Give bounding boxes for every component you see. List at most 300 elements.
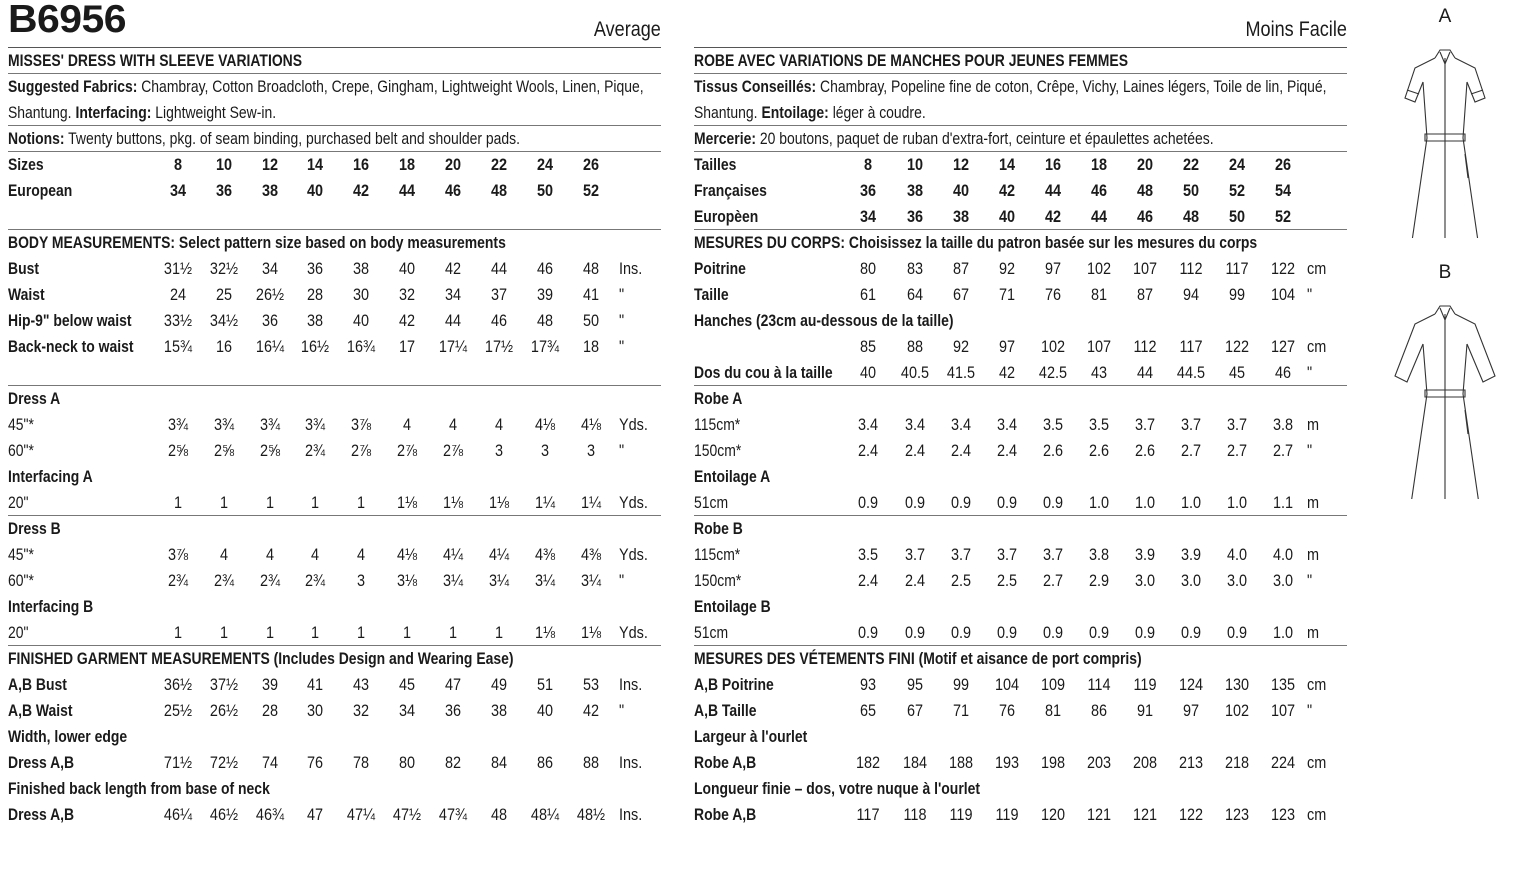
unit-label: " xyxy=(619,337,625,356)
table-cell: 3.7 xyxy=(996,545,1018,564)
dress-a-heading xyxy=(8,386,661,412)
table-cell: 12 xyxy=(261,155,279,174)
table-cell: 1 xyxy=(219,493,229,512)
table-cell: 18 xyxy=(1090,155,1108,174)
table-cell: 99 xyxy=(952,675,970,694)
table-cell: 93 xyxy=(859,675,877,694)
table-row xyxy=(8,282,661,308)
table-row xyxy=(694,568,1347,594)
table-cell: 2.4 xyxy=(904,571,926,590)
table-cell: 67 xyxy=(952,285,970,304)
table-cell: 3¼ xyxy=(442,571,464,590)
title-row-text xyxy=(694,51,1128,71)
table-cell: 1.0 xyxy=(1226,493,1248,512)
table-cell: 43 xyxy=(1090,363,1108,382)
table-cell: 213 xyxy=(1178,753,1204,772)
notions-label: Notions: xyxy=(8,129,65,148)
table-cell: 3.5 xyxy=(1088,415,1110,434)
table-cell: 3¾ xyxy=(259,415,281,434)
table-cell: 3.8 xyxy=(1272,415,1294,434)
table-cell: 50 xyxy=(1228,207,1246,226)
interfacing-a-heading-label: Interfacing A xyxy=(8,467,93,486)
table-cell: 46 xyxy=(444,181,462,200)
hanches-heading xyxy=(694,308,1347,334)
table-cell: 26 xyxy=(582,155,600,174)
table-cell: 87 xyxy=(1136,285,1154,304)
table-cell: 1 xyxy=(310,623,320,642)
table-cell: 31½ xyxy=(163,259,193,278)
table-cell: 47½ xyxy=(392,805,422,824)
table-cell: 50 xyxy=(536,181,554,200)
row-label: Dos du cou à la taille xyxy=(694,363,833,382)
table-cell: 83 xyxy=(906,259,924,278)
table-row xyxy=(694,802,1347,828)
french-header xyxy=(694,0,1347,48)
dress-b-drawing xyxy=(1385,284,1505,499)
english-column xyxy=(8,0,661,828)
table-cell: 1⅛ xyxy=(580,623,602,642)
table-cell: 48 xyxy=(582,259,600,278)
table-cell: 17½ xyxy=(484,337,514,356)
unit-label: " xyxy=(619,441,625,460)
table-cell: 40 xyxy=(952,181,970,200)
table-cell: 17¼ xyxy=(438,337,468,356)
unit-label: " xyxy=(1307,441,1313,460)
table-cell: 2⅝ xyxy=(259,441,281,460)
table-cell: 34½ xyxy=(209,311,239,330)
table-row xyxy=(694,672,1347,698)
table-cell: 37 xyxy=(490,285,508,304)
row-label: Dress A,B xyxy=(8,753,75,772)
table-cell: 1.0 xyxy=(1180,493,1202,512)
sizes-row xyxy=(8,152,661,178)
table-cell: 40.5 xyxy=(900,363,930,382)
table-cell: 2.5 xyxy=(996,571,1018,590)
table-cell: 0.9 xyxy=(950,493,972,512)
row-label: A,B Waist xyxy=(8,701,73,720)
table-cell: 4 xyxy=(356,545,366,564)
table-cell: 26½ xyxy=(255,285,285,304)
table-cell: 112 xyxy=(1133,337,1157,356)
body-heading xyxy=(8,230,661,256)
table-cell: 120 xyxy=(1040,805,1066,824)
table-cell: 48 xyxy=(1182,207,1200,226)
table-cell: 42 xyxy=(998,363,1016,382)
table-cell: 1 xyxy=(265,623,275,642)
table-cell: 107 xyxy=(1132,259,1158,278)
table-row xyxy=(694,750,1347,776)
table-cell: 2.5 xyxy=(950,571,972,590)
table-cell: 2.4 xyxy=(950,441,972,460)
interfacing-row-text xyxy=(8,103,276,123)
table-cell: 42 xyxy=(398,311,416,330)
table-cell: 47 xyxy=(306,805,324,824)
table-cell: 0.9 xyxy=(904,493,926,512)
row-label: Waist xyxy=(8,285,45,304)
fabrics-label: Suggested Fabrics: xyxy=(8,77,138,96)
interfacing-b-heading xyxy=(8,594,661,620)
unit-label: cm xyxy=(1307,805,1327,824)
table-cell: 37½ xyxy=(209,675,239,694)
table-cell: 3.5 xyxy=(1042,415,1064,434)
table-cell: 39 xyxy=(261,675,279,694)
table-cell: 99 xyxy=(1228,285,1246,304)
table-cell: 30 xyxy=(352,285,370,304)
table-cell: 127 xyxy=(1270,337,1296,356)
dress-b-heading xyxy=(694,516,1347,542)
row-label: A,B Taille xyxy=(694,701,757,720)
table-cell: 48 xyxy=(1136,181,1154,200)
table-row-label: 115cm* xyxy=(694,545,741,564)
finished-heading-label: FINISHED GARMENT MEASUREMENTS (Includes Design and Wearing Ease) xyxy=(8,649,514,668)
view-b-sketch xyxy=(1385,262,1505,504)
table-cell: 184 xyxy=(902,753,928,772)
table-row-label: 150cm* xyxy=(694,571,742,590)
table-row xyxy=(8,438,661,464)
table-cell: 44 xyxy=(1044,181,1062,200)
table-cell: 2⅞ xyxy=(442,441,464,460)
table-cell: 34 xyxy=(169,181,187,200)
table-cell: 10 xyxy=(906,155,924,174)
table-cell: 1⅛ xyxy=(534,623,556,642)
table-cell: 49 xyxy=(490,675,508,694)
table-cell: 3.7 xyxy=(1134,415,1156,434)
table-row xyxy=(8,308,661,334)
table-cell: 1.0 xyxy=(1088,493,1110,512)
table-cell: 2¾ xyxy=(167,571,189,590)
interfacing-a-heading xyxy=(694,464,1347,490)
table-cell: 65 xyxy=(859,701,877,720)
table-cell: 40 xyxy=(998,207,1016,226)
table-cell: 71 xyxy=(952,701,970,720)
table-cell: 2⅝ xyxy=(213,441,235,460)
table-cell: 0.9 xyxy=(1180,623,1202,642)
table-cell: 86 xyxy=(1090,701,1108,720)
table-cell: 50 xyxy=(1182,181,1200,200)
unit-label: m xyxy=(1307,623,1320,642)
table-cell: 40 xyxy=(859,363,877,382)
table-cell: 3.7 xyxy=(1180,415,1202,434)
length-heading-label: Finished back length from base of neck xyxy=(8,779,270,798)
table-cell: 117 xyxy=(1179,337,1203,356)
unit-label: m xyxy=(1307,493,1320,512)
table-row xyxy=(8,802,661,828)
table-cell: 25 xyxy=(215,285,233,304)
table-cell: 42.5 xyxy=(1038,363,1068,382)
unit-label: Yds. xyxy=(619,415,648,434)
interfacing-label: Entoilage: xyxy=(761,103,829,122)
table-cell: 130 xyxy=(1224,675,1250,694)
length-heading xyxy=(8,776,661,802)
table-cell: 2¾ xyxy=(259,571,281,590)
table-cell: 45 xyxy=(1228,363,1246,382)
table-cell: 36 xyxy=(859,181,877,200)
table-cell: 1 xyxy=(173,623,183,642)
table-row xyxy=(694,360,1347,386)
table-cell: 44 xyxy=(1090,207,1108,226)
table-cell: 40 xyxy=(398,259,416,278)
table-cell: 61 xyxy=(859,285,877,304)
table-cell: 24 xyxy=(169,285,187,304)
fabrics-text-cont: Shantung. xyxy=(694,103,762,122)
table-cell: 2.7 xyxy=(1226,441,1248,460)
table-cell: 40 xyxy=(306,181,324,200)
table-cell: 123 xyxy=(1270,805,1296,824)
table-cell: 3.4 xyxy=(904,415,926,434)
table-cell: 3.4 xyxy=(857,415,879,434)
unit-label: Yds. xyxy=(619,493,648,512)
view-a-letter: A xyxy=(1438,6,1452,27)
unit-label: Ins. xyxy=(619,805,643,824)
unit-label: " xyxy=(619,701,625,720)
table-row xyxy=(694,412,1347,438)
table-cell: 1⅛ xyxy=(488,493,510,512)
body-heading-label: BODY MEASUREMENTS: Select pattern size based on body measurements xyxy=(8,233,506,252)
table-cell: 2.9 xyxy=(1088,571,1110,590)
table-row xyxy=(8,412,661,438)
table-row xyxy=(8,490,661,516)
table-cell: 78 xyxy=(352,753,370,772)
title-row xyxy=(694,48,1347,74)
unit-label: cm xyxy=(1307,675,1327,694)
table-cell: 2.6 xyxy=(1042,441,1064,460)
table-cell: 4.0 xyxy=(1272,545,1294,564)
table-cell: 45 xyxy=(398,675,416,694)
table-cell: 40 xyxy=(536,701,554,720)
table-cell: 3 xyxy=(356,571,366,590)
table-cell: 109 xyxy=(1040,675,1066,694)
table-cell: 2¾ xyxy=(304,441,326,460)
notions-text: Twenty buttons, pkg. of seam binding, purchased belt and shoulder pads. xyxy=(64,129,520,148)
table-cell: 76 xyxy=(998,701,1016,720)
table-cell: 224 xyxy=(1270,753,1296,772)
unit-label: " xyxy=(619,285,625,304)
table-cell: 17 xyxy=(398,337,416,356)
table-cell: 4⅜ xyxy=(534,545,556,564)
unit-label: " xyxy=(1307,571,1313,590)
table-cell: 3 xyxy=(494,441,504,460)
dress-b-heading xyxy=(8,516,661,542)
table-cell: 36 xyxy=(444,701,462,720)
row-label: Bust xyxy=(8,259,39,278)
table-cell: 0.9 xyxy=(1226,623,1248,642)
fabrics-row xyxy=(694,74,1347,100)
table-cell: 3.5 xyxy=(857,545,879,564)
table-row xyxy=(8,568,661,594)
table-cell: 122 xyxy=(1178,805,1204,824)
table-cell: 18 xyxy=(582,337,600,356)
interfacing-a-heading xyxy=(8,464,661,490)
table-cell: 94 xyxy=(1182,285,1200,304)
table-cell: 102 xyxy=(1040,337,1066,356)
fabrics-text: Chambray, Popeline fine de coton, Crêpe, Vichy, Laines légers, Toile de lin, Piqué, xyxy=(816,77,1327,96)
fabrics-label: Tissus Conseillés: xyxy=(694,77,817,96)
dress-a-drawing xyxy=(1385,28,1505,238)
table-cell: 41 xyxy=(306,675,324,694)
unit-label: Ins. xyxy=(619,675,643,694)
table-cell: 1 xyxy=(310,493,320,512)
unit-label: m xyxy=(1307,415,1320,434)
table-cell: 20 xyxy=(444,155,462,174)
table-cell: 3 xyxy=(540,441,550,460)
table-cell: 0.9 xyxy=(996,623,1018,642)
fabrics-row xyxy=(8,74,661,100)
table-cell: 46 xyxy=(1274,363,1292,382)
fabrics-text-cont: Shantung. xyxy=(8,103,76,122)
unit-label: Ins. xyxy=(619,259,643,278)
table-cell: 1 xyxy=(173,493,183,512)
table-cell: 38 xyxy=(306,311,324,330)
table-cell: 97 xyxy=(1044,259,1062,278)
width-heading xyxy=(694,724,1347,750)
table-cell: 3⅞ xyxy=(350,415,372,434)
interfacing-a-heading-label: Entoilage A xyxy=(694,467,771,486)
notions-text: 20 boutons, paquet de ruban d'extra-fort, ceinture et épaulettes achetées. xyxy=(755,129,1214,148)
table-cell: 30 xyxy=(306,701,324,720)
table-cell: 53 xyxy=(582,675,600,694)
francaises-row xyxy=(694,178,1347,204)
table-cell: 123 xyxy=(1224,805,1250,824)
europeen-row-label: Europèen xyxy=(694,207,759,226)
table-cell: 4⅜ xyxy=(580,545,602,564)
table-cell: 3.4 xyxy=(996,415,1018,434)
interfacing-row xyxy=(694,100,1347,126)
unit-label: Ins. xyxy=(619,753,643,772)
unit-label: cm xyxy=(1307,259,1327,278)
table-cell: 48 xyxy=(490,181,508,200)
table-cell: 4 xyxy=(265,545,275,564)
table-cell: 82 xyxy=(444,753,462,772)
table-cell: 22 xyxy=(490,155,508,174)
difficulty-label: Average xyxy=(594,18,661,41)
table-cell: 2.6 xyxy=(1134,441,1156,460)
table-cell: 4 xyxy=(494,415,504,434)
table-cell: 39 xyxy=(536,285,554,304)
table-cell: 2.4 xyxy=(857,571,879,590)
table-cell: 1⅛ xyxy=(442,493,464,512)
table-cell: 0.9 xyxy=(857,623,879,642)
table-cell: 42 xyxy=(998,181,1016,200)
table-cell: 74 xyxy=(261,753,279,772)
francaises-row-label: Françaises xyxy=(694,181,767,200)
table-cell: 107 xyxy=(1086,337,1112,356)
table-row xyxy=(8,620,661,646)
table-cell: 3.0 xyxy=(1226,571,1248,590)
length-heading-label: Longueur finie – dos, votre nuque à l'ourlet xyxy=(694,779,981,798)
european-row xyxy=(8,178,661,204)
row-label: Taille xyxy=(694,285,729,304)
notions-row xyxy=(694,126,1347,152)
table-cell: 87 xyxy=(952,259,970,278)
table-cell: 4¼ xyxy=(442,545,464,564)
table-cell: 3.9 xyxy=(1180,545,1202,564)
pattern-code: B6956 xyxy=(8,0,127,41)
interfacing-row xyxy=(8,100,661,126)
table-cell: 3⅞ xyxy=(167,545,189,564)
table-cell: 67 xyxy=(906,701,924,720)
table-cell: 95 xyxy=(906,675,924,694)
notions-row xyxy=(8,126,661,152)
table-cell: 2.4 xyxy=(857,441,879,460)
table-cell: 3¼ xyxy=(488,571,510,590)
table-cell: 8 xyxy=(173,155,183,174)
table-cell: 34 xyxy=(261,259,279,278)
table-cell: 121 xyxy=(1086,805,1112,824)
table-cell: 3¾ xyxy=(167,415,189,434)
table-cell: 1 xyxy=(402,623,412,642)
unit-label: " xyxy=(1307,701,1313,720)
table-cell: 52 xyxy=(1274,207,1292,226)
table-cell: 3⅛ xyxy=(396,571,418,590)
table-cell: 4 xyxy=(219,545,229,564)
table-cell: 0.9 xyxy=(1042,623,1064,642)
table-cell: 51 xyxy=(536,675,554,694)
table-cell: 80 xyxy=(398,753,416,772)
interfacing-b-heading-label: Entoilage B xyxy=(694,597,771,616)
table-cell: 2⅞ xyxy=(396,441,418,460)
table-row xyxy=(8,334,661,360)
table-cell: 2.7 xyxy=(1272,441,1294,460)
table-cell: 44 xyxy=(398,181,416,200)
table-cell: 42 xyxy=(444,259,462,278)
table-cell: 46 xyxy=(536,259,554,278)
table-cell: 44 xyxy=(444,311,462,330)
table-cell: 124 xyxy=(1178,675,1204,694)
row-label: Dress A,B xyxy=(8,805,75,824)
table-cell: 1 xyxy=(356,493,366,512)
table-cell: 81 xyxy=(1090,285,1108,304)
table-cell: 121 xyxy=(1132,805,1158,824)
unit-label: " xyxy=(1307,363,1313,382)
sizes-row-label: Sizes xyxy=(8,155,44,174)
table-cell: 26 xyxy=(1274,155,1292,174)
table-cell: 16 xyxy=(215,337,233,356)
table-cell: 46 xyxy=(1090,181,1108,200)
table-cell: 72½ xyxy=(209,753,239,772)
interfacing-text: Lightweight Sew-in. xyxy=(151,103,277,122)
table-cell: 84 xyxy=(490,753,508,772)
table-cell: 112 xyxy=(1179,259,1203,278)
width-heading-label: Largeur à l'ourlet xyxy=(694,727,808,746)
table-cell: 40 xyxy=(352,311,370,330)
table-cell: 76 xyxy=(306,753,324,772)
table-row-label: 20" xyxy=(8,493,29,512)
spacer xyxy=(8,360,661,386)
unit-label: " xyxy=(619,311,625,330)
table-cell: 8 xyxy=(863,155,873,174)
table-cell: 119 xyxy=(949,805,973,824)
length-heading xyxy=(694,776,1347,802)
table-cell: 43 xyxy=(352,675,370,694)
table-row-label: 60"* xyxy=(8,441,34,460)
pattern-title: MISSES' DRESS WITH SLEEVE VARIATIONS xyxy=(8,51,303,70)
table-cell: 44 xyxy=(490,259,508,278)
table-cell: 1.0 xyxy=(1272,623,1294,642)
table-cell: 88 xyxy=(906,337,924,356)
unit-label: " xyxy=(619,571,625,590)
sizes-row xyxy=(694,152,1347,178)
dress-b-heading-label: Dress B xyxy=(8,519,61,538)
table-cell: 38 xyxy=(906,181,924,200)
table-cell: 4 xyxy=(448,415,458,434)
table-cell: 46¾ xyxy=(255,805,285,824)
european-row-label: European xyxy=(8,181,73,200)
table-cell: 0.9 xyxy=(996,493,1018,512)
table-cell: 1.1 xyxy=(1272,493,1294,512)
table-cell: 3.0 xyxy=(1272,571,1294,590)
table-cell: 1 xyxy=(448,623,458,642)
table-row xyxy=(694,542,1347,568)
